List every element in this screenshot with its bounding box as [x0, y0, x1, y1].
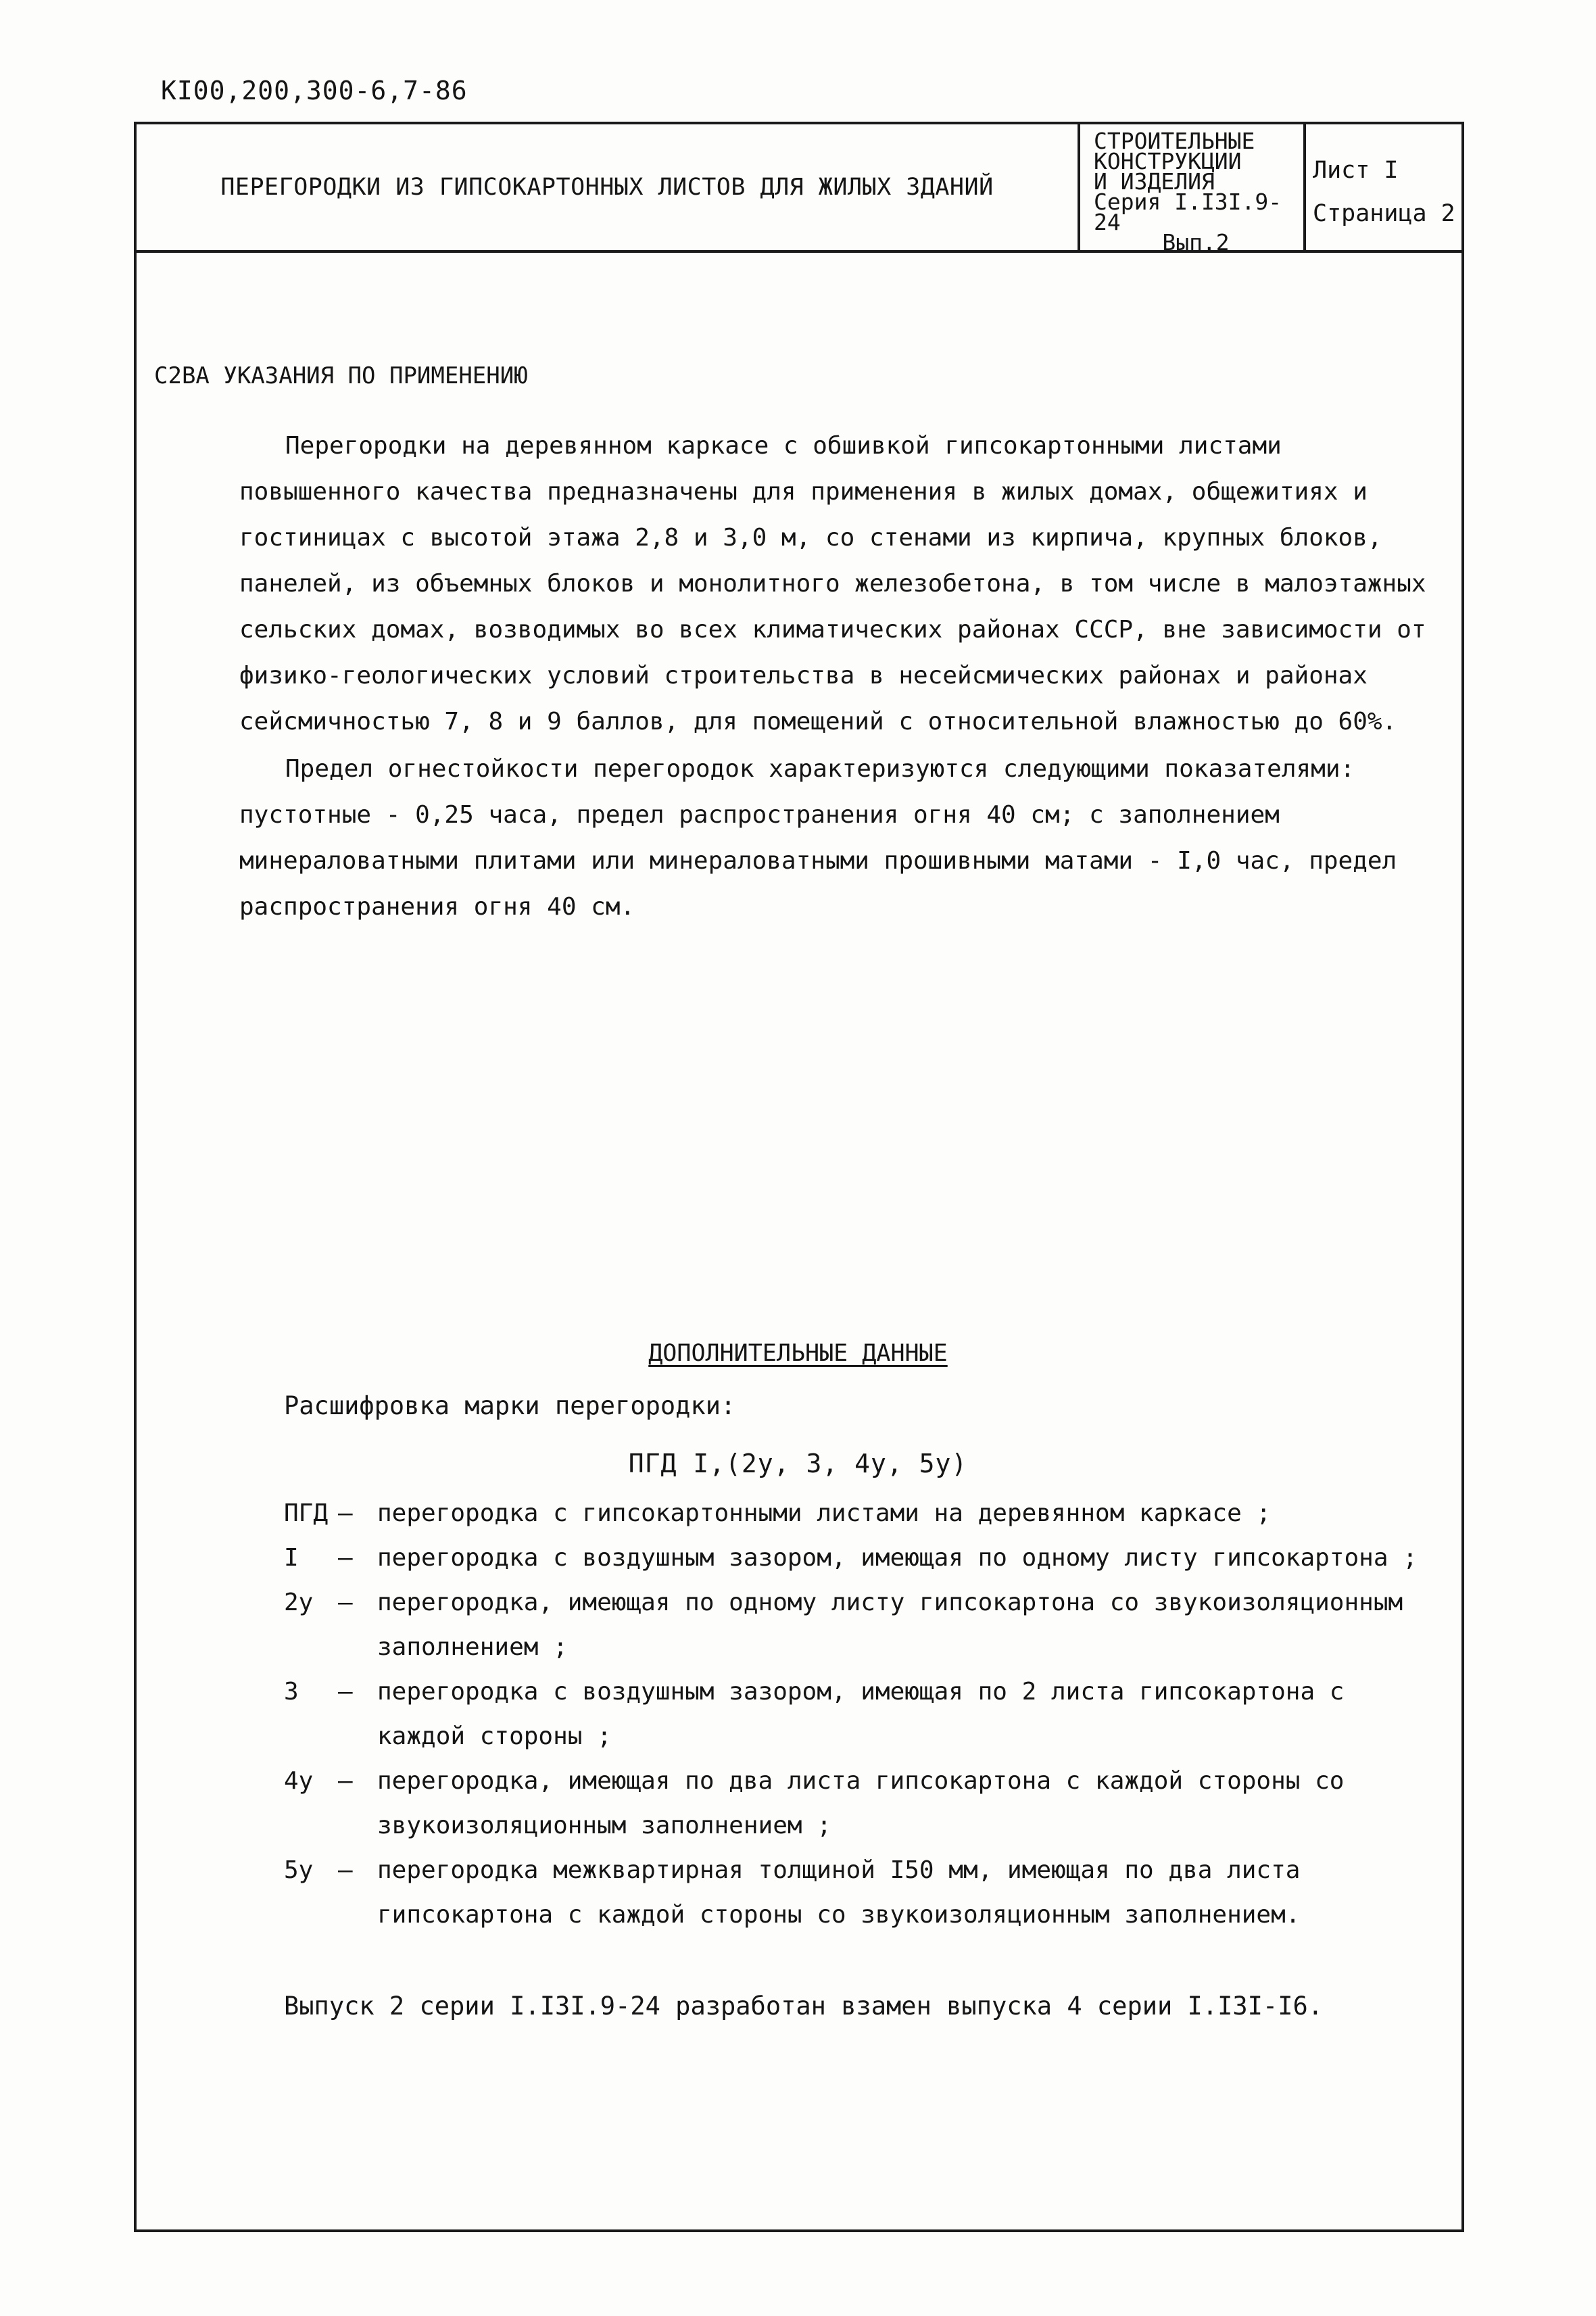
category-line-1: СТРОИТЕЛЬНЫЕ [1094, 128, 1255, 154]
definition-item [284, 1759, 1447, 1848]
definition-key: 3 [284, 1678, 299, 1706]
paragraph-fire-resistance [239, 746, 1449, 930]
paragraph-application [239, 423, 1449, 745]
issue-number: Вып.2 [1162, 229, 1230, 256]
document-title: ПЕРЕГОРОДКИ ИЗ ГИПСОКАРТОННЫХ ЛИСТОВ ДЛЯ ЖИЛЫХ ЗДАНИЙ [137, 124, 1080, 250]
definition-item [284, 1670, 1447, 1759]
dash: – [338, 1589, 353, 1616]
dash: – [338, 1678, 353, 1706]
definition-key: 4у [284, 1767, 314, 1795]
category-line-2: КОНСТРУКЦИИ [1094, 148, 1242, 174]
series-cell [1080, 124, 1306, 256]
definition-item [284, 1536, 1447, 1581]
definition-text: перегородка, имеющая по два листа гипсокартона с каждой стороны со звукоизоляционным заполнением ; [377, 1767, 1345, 1839]
definition-text: перегородка с воздушным зазором, имеющая по 2 листа гипсокартона с каждой стороны ; [377, 1678, 1345, 1750]
dash: – [338, 1499, 353, 1527]
definition-text: перегородка межквартирная толщиной I50 мм, имеющая по два листа гипсокартона с каждой стороны со звукоизоляционным заполнением. [377, 1856, 1301, 1929]
definition-item [284, 1848, 1447, 1937]
paragraph-text: Перегородки на деревянном каркасе с обшивкой гипсокартонными листами повышенного качества предназначены для применения в жилых домах, общежитиях и гостиницах с высотой этажа 2,8 и 3,0 м, со стенами из кирпича, крупных блоков, панелей, из объемных блоков и монолитного железобетона, в том числе в малоэтажных сельских домах, возводимых во всех климатических районах СССР, вне зависимости от физико-геологических условий строительства в несейсмических районах и районах сейсмичностью 7, 8 и 9 баллов, для помещений с относительной влажностью до 60%. [239, 432, 1426, 735]
definition-text: перегородка с гипсокартонными листами на деревянном каркасе ; [377, 1499, 1272, 1527]
category-line-3: И ИЗДЕЛИЯ [1094, 168, 1215, 195]
sheet-number: Лист I [1313, 157, 1399, 184]
definition-key: 5у [284, 1856, 314, 1884]
definition-key: ПГД [284, 1499, 329, 1527]
section-title: С2ВА УКАЗАНИЯ ПО ПРИМЕНЕНИЮ [154, 362, 528, 389]
replacement-note: Выпуск 2 серии I.I3I.9-24 разработан взамен выпуска 4 серии I.I3I-I6. [284, 1992, 1324, 2021]
definition-item [284, 1581, 1447, 1670]
extra-data-title: ДОПОЛНИТЕЛЬНЫЕ ДАННЫЕ [648, 1340, 948, 1367]
series-number: Серия I.I3I.9-24 [1094, 189, 1282, 235]
definition-key: 2у [284, 1589, 314, 1616]
dash: – [338, 1856, 353, 1884]
sheet-cell [1306, 124, 1464, 250]
definition-text: перегородка с воздушным зазором, имеющая по одному листу гипсокартона ; [377, 1544, 1418, 1572]
definition-item [284, 1491, 1447, 1536]
document-code: КI00,200,300-6,7-86 [161, 76, 468, 105]
paragraph-text: Предел огнестойкости перегородок характеризуются следующими показателями: пустотные - 0,25 часа, предел распространения огня 40 см; с заполнением минераловатными плитами или минераловатными прошивными матами - I,0 час, предел распространения огня 40 см. [239, 755, 1397, 921]
definition-key: I [284, 1544, 299, 1572]
title-block [137, 124, 1461, 256]
definitions-list [284, 1491, 1447, 1937]
dash: – [338, 1544, 353, 1572]
dash: – [338, 1767, 353, 1795]
definition-text: перегородка, имеющая по одному листу гипсокартона со звукоизоляционным заполнением ; [377, 1589, 1403, 1661]
mark-decoding-label: Расшифровка марки перегородки: [284, 1391, 736, 1420]
page-number: Страница 2 [1313, 200, 1455, 227]
partition-mark: ПГД I,(2у, 3, 4у, 5у) [628, 1449, 968, 1478]
